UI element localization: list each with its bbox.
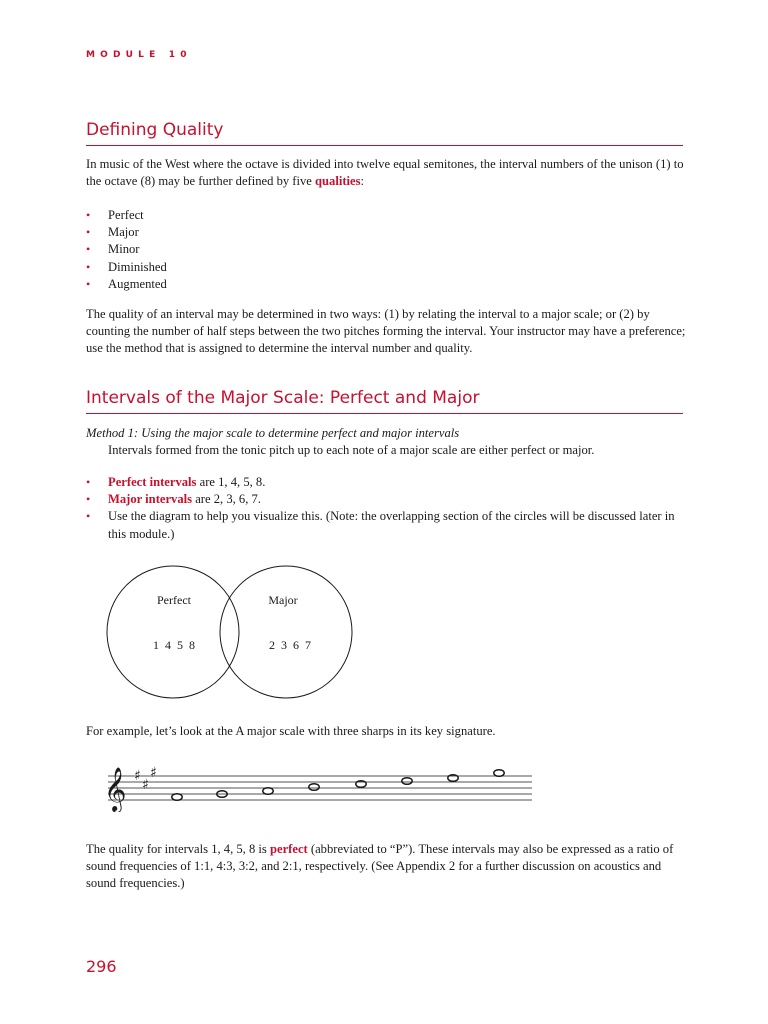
perfect-highlight: perfect	[269, 842, 308, 856]
list-item	[86, 241, 686, 258]
list-item	[86, 491, 686, 508]
closing-paragraph	[86, 841, 686, 893]
bullet-icon: •	[86, 509, 91, 524]
bullet-icon: •	[86, 276, 91, 291]
bullet-icon: •	[86, 242, 91, 257]
page-number: 296	[86, 957, 117, 976]
example-paragraph: For example, let’s look at the A major scale with three sharps in its key signature.	[86, 724, 496, 738]
intro-text: In music of the West where the octave is divided into twelve equal semitones, the interval numbers of the unison (1) to the octave (8) may be further defined by five	[86, 157, 684, 189]
major-intervals-label: Major intervals	[108, 492, 193, 507]
note	[263, 788, 273, 795]
diagram-note-text: Use the diagram to help you visualize this. (Note: the overlapping section of the circles will be discussed later in this module.)	[108, 509, 675, 541]
sharp-icon: ♯	[150, 765, 157, 781]
quality-label: Major	[108, 225, 139, 240]
venn-left-values: 1 4 5 8	[153, 638, 195, 652]
method-text: Intervals formed from the tonic pitch up to each note of a major scale are either perfect or major.	[108, 443, 595, 458]
major-circle	[220, 566, 352, 698]
perfect-intervals-label: Perfect intervals	[108, 475, 197, 489]
list-item	[86, 508, 686, 542]
quality-methods-paragraph: The quality of an interval may be determined in two ways: (1) by relating the interval to a major scale; or (2) by counting the number of half steps between the two pitches forming the interval. Your instructor may have a preference; use the method that is assigned to determine the interval number and quality.	[86, 307, 686, 356]
major-intervals-text: are 2, 3, 6, 7.	[192, 492, 261, 507]
note	[309, 784, 319, 791]
closing-post: (abbreviated to “P”). These intervals may also be expressed as a ratio of sound frequencies of 1:1, 4:3, 3:2, and 2:1, respectively. (See Appendix 2 for a further discussion on acoustics and sound frequencies.)	[86, 842, 674, 891]
note	[494, 770, 504, 777]
section-title-intervals: Intervals of the Major Scale: Perfect and Major	[86, 387, 683, 414]
note	[402, 778, 412, 785]
intro-end: :	[360, 174, 365, 189]
bullet-icon: •	[86, 259, 91, 274]
note	[172, 794, 182, 801]
list-item	[86, 474, 686, 491]
perfect-circle	[107, 566, 239, 698]
list-item	[86, 207, 686, 224]
list-item	[86, 276, 686, 293]
music-staff	[100, 752, 540, 812]
interval-bullets	[86, 474, 686, 543]
closing-pre: The quality for intervals 1, 4, 5, 8 is	[86, 842, 270, 856]
list-item	[86, 224, 686, 241]
qualities-highlight: qualities	[315, 174, 361, 189]
bullet-icon: •	[86, 492, 91, 507]
venn-right-values: 2 3 6 7	[269, 638, 311, 652]
venn-left-label: Perfect	[157, 593, 191, 607]
quality-label: Minor	[108, 242, 140, 257]
intro-paragraph	[86, 156, 686, 190]
quality-label: Perfect	[108, 208, 144, 222]
sharp-icon: ♯	[142, 777, 149, 793]
quality-label: Augmented	[108, 276, 167, 291]
qualities-list	[86, 207, 686, 293]
module-label: MODULE 10	[86, 50, 192, 60]
venn-diagram	[100, 560, 360, 705]
perfect-intervals-text: are 1, 4, 5, 8.	[196, 475, 266, 489]
quality-label: Diminished	[108, 259, 167, 274]
method-block	[86, 425, 686, 459]
venn-right-label: Major	[268, 593, 298, 607]
bullet-icon: •	[86, 208, 91, 222]
method-title: Method 1: Using the major scale to determine perfect and major intervals	[86, 426, 460, 440]
bullet-icon: •	[86, 225, 91, 240]
section-title-defining-quality: Defining Quality	[86, 119, 683, 146]
treble-clef-icon: 𝄞	[104, 767, 127, 811]
sharp-icon: ♯	[134, 768, 141, 784]
list-item	[86, 259, 686, 276]
scale-notes	[172, 770, 504, 801]
bullet-icon: •	[86, 475, 91, 489]
